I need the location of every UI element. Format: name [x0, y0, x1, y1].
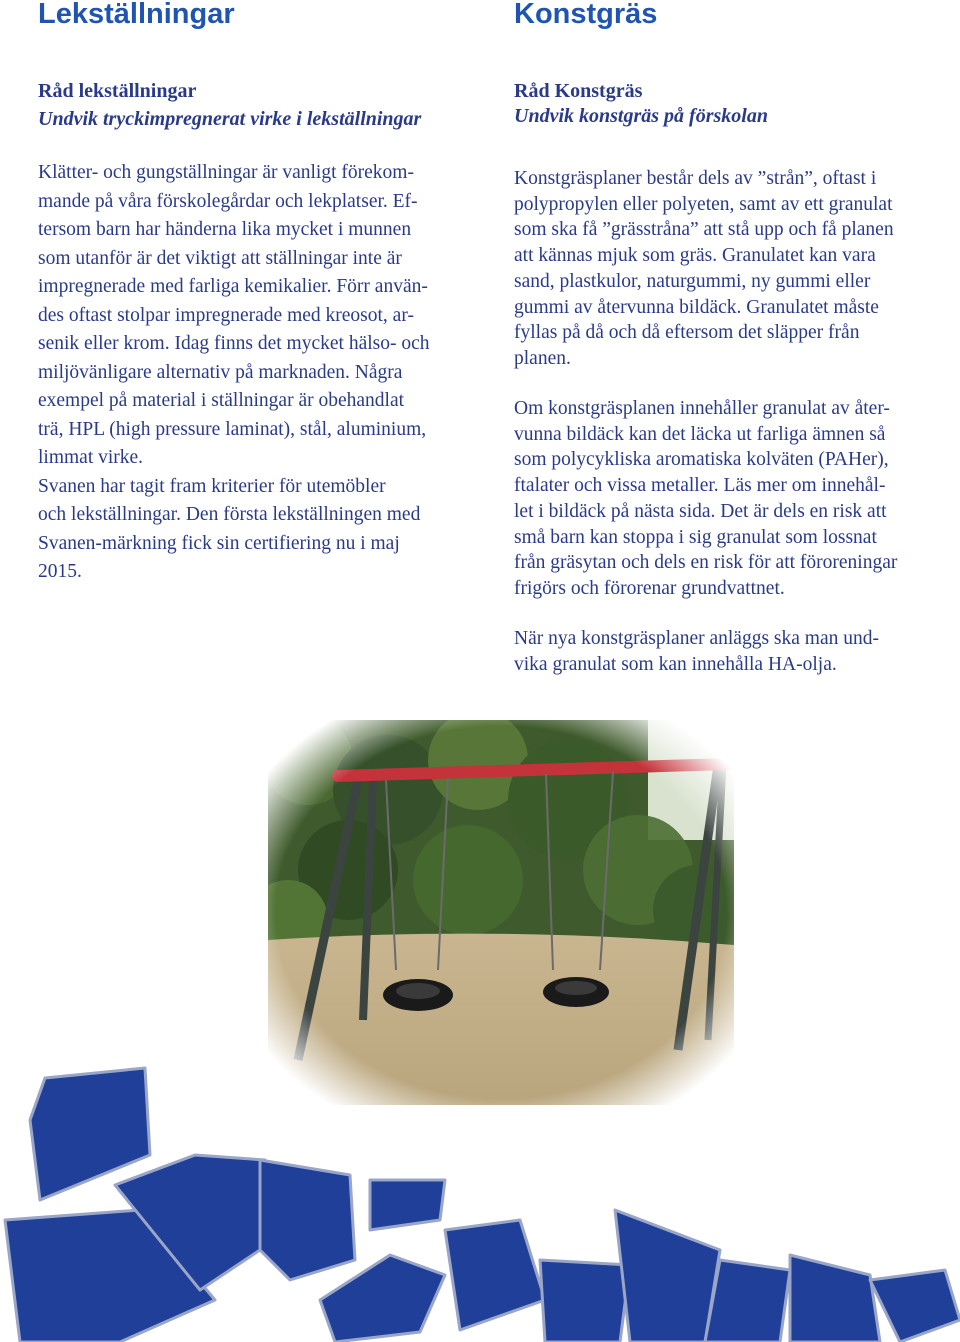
text-line: gummi av återvunna bildäck. Granulatet måste	[514, 296, 879, 318]
text-line: från gräsytan och dels en risk för att föroreningar	[514, 552, 898, 574]
text-line: vunna bildäck kan det läcka ut farliga ämnen så	[514, 423, 886, 445]
swing-set-photo	[268, 720, 734, 1105]
sub-lead-konstgras: Undvik konstgräs på förskolan	[514, 105, 768, 127]
text-line: Om konstgräsplanen innehåller granulat av åter-	[514, 398, 890, 419]
text-line: som ska få ”grässtråna” att stå upp och få planen	[514, 219, 894, 241]
text-line: sand, plastkulor, naturgummi, ny gummi eller	[514, 270, 871, 292]
sub-lead-lekstallningar: Undvik tryckimpregnerat virke i lekställningar	[38, 108, 422, 130]
text-line: polypropylen eller polyeten, samt av ett granulat	[514, 193, 893, 215]
heading-lekstallningar: Lekställningar	[38, 0, 235, 30]
stone-shape	[320, 1255, 445, 1342]
decorative-stone-shapes	[0, 1060, 960, 1342]
stone-shape	[615, 1210, 720, 1342]
text-line: små barn kan stoppa i sig granulat som lossnat	[514, 526, 877, 548]
text-line: exempel på material i ställningar är obehandlat	[38, 390, 405, 411]
text-line: let i bildäck på nästa sida. Det är dels en risk att	[514, 500, 887, 522]
text-line: miljövänligare alternativ på marknaden. Några	[38, 361, 403, 383]
text-line: fyllas på då och då eftersom det släpper från	[514, 322, 860, 344]
photo-vignette	[268, 720, 734, 1105]
text-line: des oftast stolpar impregnerade med kreosot, ar-	[38, 304, 414, 326]
text-line: och lekställningar. Den första lekställningen med	[38, 504, 421, 525]
text-line: som utanför är det viktigt att ställningar inte är	[38, 247, 402, 269]
stone-shape	[260, 1160, 355, 1280]
text-line: limmat virke.	[38, 447, 144, 468]
text-line: Svanen har tagit fram kriterier för utemöbler	[38, 475, 386, 497]
text-line: att kännas mjuk som gräs. Granulatet kan vara	[514, 245, 876, 267]
text-line: Konstgräsplaner består dels av ”strån”, oftast i	[514, 168, 877, 189]
text-line: trä, HPL (high pressure laminat), stål, aluminium,	[38, 418, 427, 440]
sub-title-rad-lekstallningar: Råd lekställningar	[38, 80, 197, 102]
paragraph-konstgras-1	[514, 166, 894, 372]
stone-shape	[370, 1180, 445, 1230]
body-lekstallningar	[38, 159, 430, 587]
text-line: Klätter- och gungställningar är vanligt förekom-	[38, 162, 414, 183]
text-line: 2015.	[38, 561, 82, 582]
text-line: När nya konstgräsplaner anläggs ska man und-	[514, 628, 879, 649]
text-line: planen.	[514, 347, 571, 369]
sub-title-rad-konstgras: Råd Konstgräs	[514, 80, 643, 102]
text-line: Svanen-märkning fick sin certifiering nu i maj	[38, 532, 400, 554]
text-line: frigörs och förorenar grundvattnet.	[514, 577, 785, 599]
paragraph-konstgras-3	[514, 626, 879, 677]
text-line: senik eller krom. Idag finns det mycket hälso- och	[38, 333, 430, 354]
swing-set-illustration	[268, 720, 734, 1105]
text-line: impregnerade med farliga kemikalier. Förr använ-	[38, 276, 428, 297]
text-line: vika granulat som kan innehålla HA-olja.	[514, 653, 837, 675]
text-line: tersom barn har händerna lika mycket i munnen	[38, 219, 412, 240]
stone-shape	[540, 1260, 630, 1342]
text-line: mande på våra förskolegårdar och lekplatser. Ef-	[38, 190, 418, 212]
stone-shape	[445, 1220, 545, 1330]
stone-shape	[870, 1270, 960, 1342]
text-line: ftalater och vissa metaller. Läs mer om innehål-	[514, 475, 886, 497]
stone-shape	[705, 1260, 790, 1342]
heading-konstgras: Konstgräs	[514, 0, 658, 30]
paragraph-konstgras-2	[514, 396, 897, 602]
stone-shape	[790, 1255, 880, 1342]
text-line: som polycykliska aromatiska kolväten (PAHer),	[514, 449, 889, 471]
